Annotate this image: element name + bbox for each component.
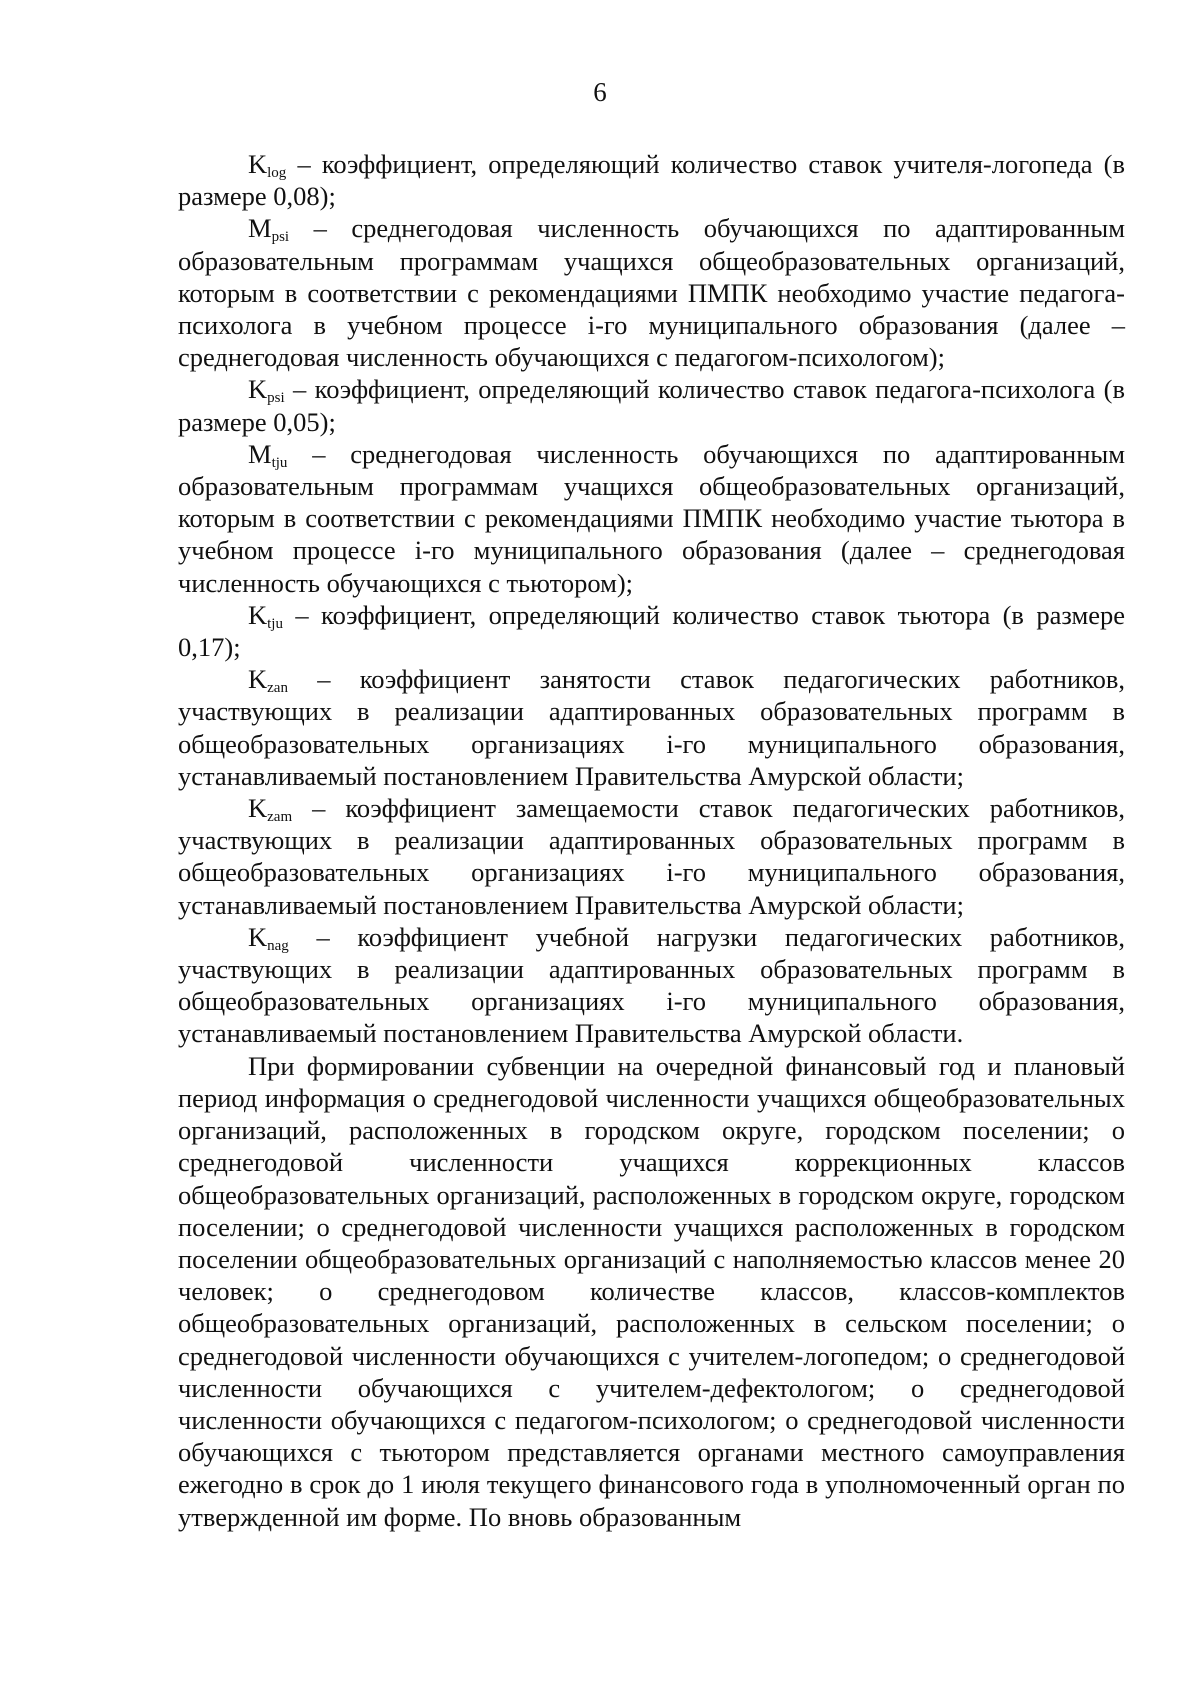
definition-k-zam <box>178 792 1125 921</box>
definition-k-zan <box>178 663 1125 792</box>
definition-m-tju <box>178 438 1125 599</box>
definition-k-psi <box>178 373 1125 437</box>
definition-text: – среднегодовая численность обучающихся по адаптированным образовательным программам учащихся общеобразовательных организаций, которым в соответствии с рекомендациями ПМПК необходимо участие педагога-психолога в учебном процессе i-го муниципального образования (далее – среднегодовая численность обучающихся с педагогом-психологом); <box>178 213 1125 373</box>
symbol-k-zan: $K_{zan}$ <box>248 664 288 697</box>
definition-text: – коэффициент, определяющий количество ставок педагога-психолога (в размере 0,05); <box>178 374 1125 437</box>
body-text <box>178 148 1125 1533</box>
definition-k-nag <box>178 921 1125 1050</box>
definition-text: – коэффициент учебной нагрузки педагогических работников, участвующих в реализации адаптированных образовательных программ в общеобразовательных организациях i-го муниципального образования, устанавливаемый постановлением Правительства Амурской области. <box>178 921 1125 1049</box>
definition-k-tju <box>178 599 1125 663</box>
definition-k-log <box>178 148 1125 212</box>
definition-text: – коэффициент занятости ставок педагогических работников, участвующих в реализации адаптированных образовательных программ в общеобразовательных организациях i-го муниципального образования, устанавливаемый постановлением Правительства Амурской области; <box>178 664 1125 791</box>
closing-paragraph: При формировании субвенции на очередной финансовый год и плановый период информация о среднегодовой численности учащихся общеобразовательных организаций, расположенных в городском округе, городском поселении; о среднегодовой численности учащихся коррекционных классов общеобразовательных организаций, расположенных в городском округе, городском поселении; о среднегодовой численности учащихся расположенных в городском поселении общеобразовательных организаций с наполняемостью классов менее 20 человек; о среднегодовом количестве классов, классов-комплектов общеобразовательных организаций, расположенных в сельском поселении; о среднегодовой численности обучающихся с учителем-логопедом; о среднегодовой численности обучающихся с учителем-дефектологом; о среднегодовой численности обучающихся с педагогом-психологом; о среднегодовой численности обучающихся с тьютором представляется органами местного самоуправления ежегодно в срок до 1 июля текущего финансового года в уполномоченный орган по утвержденной им форме. По вновь образованным <box>178 1050 1125 1532</box>
definition-text: – коэффициент, определяющий количество ставок тьютора (в размере 0,17); <box>178 599 1125 663</box>
definition-m-psi <box>178 212 1125 373</box>
symbol-m-tju: $M_{tju}$ <box>248 438 288 471</box>
symbol-k-log: $K_{log}$ <box>248 149 287 181</box>
page-number: 6 <box>593 77 607 107</box>
symbol-k-nag: $K_{nag}$ <box>248 921 289 954</box>
symbol-m-psi: $M_{psi}$ <box>248 213 290 246</box>
definition-text: – коэффициент замещаемости ставок педагогических работников, участвующих в реализации адаптированных образовательных программ в общеобразовательных организациях i-го муниципального образования, устанавливаемый постановлением Правительства Амурской области; <box>178 793 1125 920</box>
definition-text: – среднегодовая численность обучающихся по адаптированным образовательным программам учащихся общеобразовательных организаций, которым в соответствии с рекомендациями ПМПК необходимо участие тьютора в учебном процессе i-го муниципального образования (далее – среднегодовая численность обучающихся с тьютором); <box>178 438 1125 598</box>
symbol-k-zam: $K_{zam}$ <box>248 793 293 826</box>
symbol-k-psi: $K_{psi}$ <box>248 374 285 407</box>
symbol-k-tju: $K_{tju}$ <box>248 599 283 632</box>
definition-text: – коэффициент, определяющий количество ставок учителя-логопеда (в размере 0,08); <box>178 149 1125 212</box>
